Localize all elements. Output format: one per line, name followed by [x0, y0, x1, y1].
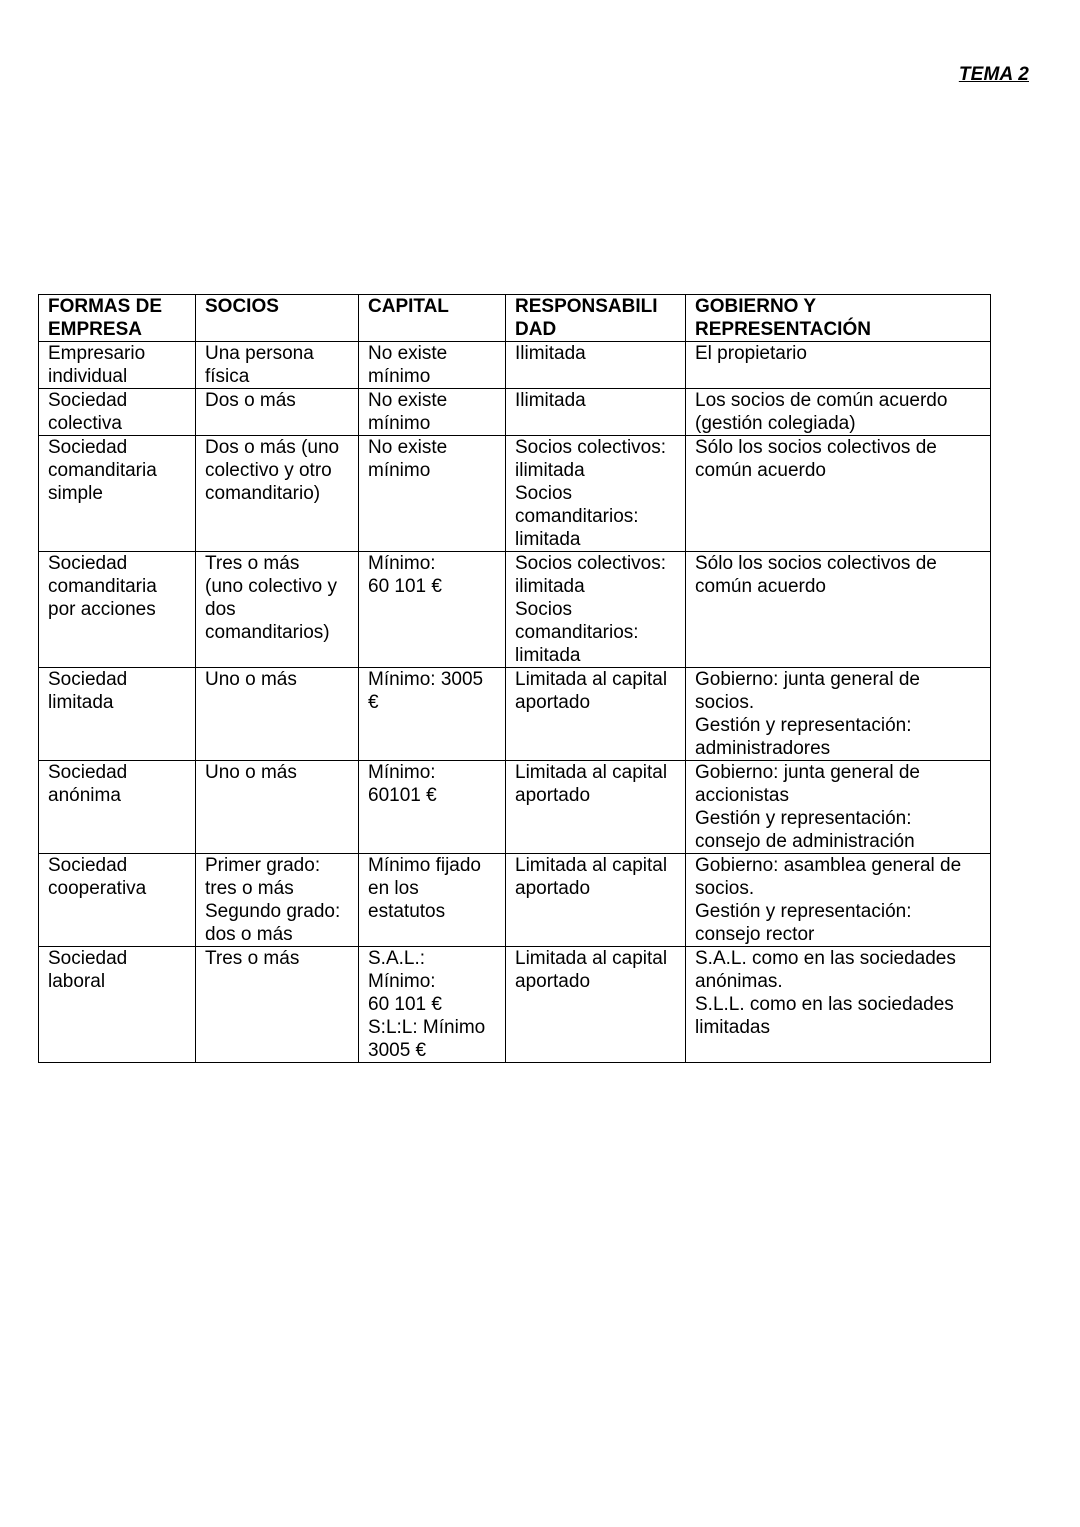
business-forms-table [38, 294, 991, 1063]
cell-socios: Uno o más [196, 668, 359, 761]
table-row [39, 761, 991, 854]
cell-responsabilidad: Limitada al capital aportado [506, 668, 686, 761]
cell-gobierno: Gobierno: asamblea general de socios. Gestión y representación: consejo rector [686, 854, 991, 947]
table-header-row [39, 295, 991, 342]
cell-forma: Sociedad anónima [39, 761, 196, 854]
cell-gobierno: Sólo los socios colectivos de común acuerdo [686, 552, 991, 668]
cell-capital: No existe mínimo [359, 436, 506, 552]
header-formas-de-empresa: FORMAS DE EMPRESA [39, 295, 196, 342]
cell-gobierno: S.A.L. como en las sociedades anónimas. S.L.L. como en las sociedades limitadas [686, 947, 991, 1063]
cell-capital: S.A.L.: Mínimo: 60 101 € S:L:L: Mínimo 3005 € [359, 947, 506, 1063]
cell-forma: Sociedad laboral [39, 947, 196, 1063]
table-row [39, 947, 991, 1063]
cell-socios: Uno o más [196, 761, 359, 854]
cell-gobierno: Gobierno: junta general de socios. Gestión y representación: administradores [686, 668, 991, 761]
cell-capital: Mínimo: 60101 € [359, 761, 506, 854]
cell-socios: Dos o más [196, 389, 359, 436]
cell-capital: Mínimo: 60 101 € [359, 552, 506, 668]
table-row [39, 668, 991, 761]
cell-capital: Mínimo fijado en los estatutos [359, 854, 506, 947]
table-row [39, 342, 991, 389]
cell-responsabilidad: Limitada al capital aportado [506, 761, 686, 854]
tema-label: TEMA 2 [958, 64, 1029, 85]
cell-responsabilidad: Limitada al capital aportado [506, 947, 686, 1063]
cell-forma: Sociedad limitada [39, 668, 196, 761]
cell-socios: Tres o más (uno colectivo y dos comanditarios) [196, 552, 359, 668]
cell-responsabilidad: Socios colectivos: ilimitada Socios comanditarios: limitada [506, 436, 686, 552]
header-gobierno-representacion: GOBIERNO Y REPRESENTACIÓN [686, 295, 991, 342]
header-socios: SOCIOS [196, 295, 359, 342]
cell-forma: Sociedad comanditaria por acciones [39, 552, 196, 668]
cell-responsabilidad: Ilimitada [506, 342, 686, 389]
cell-socios: Dos o más (uno colectivo y otro comanditario) [196, 436, 359, 552]
cell-responsabilidad: Ilimitada [506, 389, 686, 436]
cell-gobierno: Sólo los socios colectivos de común acuerdo [686, 436, 991, 552]
cell-capital: No existe mínimo [359, 389, 506, 436]
table-row [39, 389, 991, 436]
cell-socios: Una persona física [196, 342, 359, 389]
header-responsabilidad: RESPONSABILI DAD [506, 295, 686, 342]
cell-responsabilidad: Limitada al capital aportado [506, 854, 686, 947]
cell-forma: Empresario individual [39, 342, 196, 389]
cell-forma: Sociedad cooperativa [39, 854, 196, 947]
cell-gobierno: El propietario [686, 342, 991, 389]
table-row [39, 436, 991, 552]
cell-forma: Sociedad comanditaria simple [39, 436, 196, 552]
cell-capital: Mínimo: 3005 € [359, 668, 506, 761]
cell-forma: Sociedad colectiva [39, 389, 196, 436]
cell-capital: No existe mínimo [359, 342, 506, 389]
cell-socios: Tres o más [196, 947, 359, 1063]
table-row [39, 854, 991, 947]
cell-socios: Primer grado: tres o más Segundo grado: dos o más [196, 854, 359, 947]
cell-responsabilidad: Socios colectivos: ilimitada Socios comanditarios: limitada [506, 552, 686, 668]
cell-gobierno: Gobierno: junta general de accionistas Gestión y representación: consejo de administración [686, 761, 991, 854]
header-capital: CAPITAL [359, 295, 506, 342]
table-row [39, 552, 991, 668]
cell-gobierno: Los socios de común acuerdo (gestión colegiada) [686, 389, 991, 436]
